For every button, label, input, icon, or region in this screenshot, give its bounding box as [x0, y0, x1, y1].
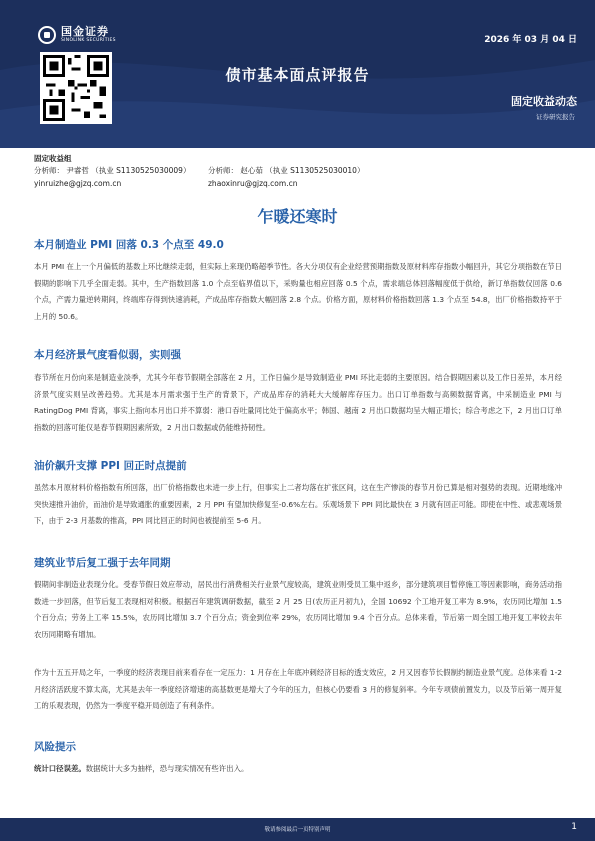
section-paragraph-pmi: 本月 PMI 在上一个月偏低的基数上环比继续走弱，但实际上来现仍略超季节性。各大分项仅有企业经营预期指数及原材料库存指数小幅回升，其它分项指数在节日假期的影响下几乎全面走弱。其中，生产指数回落 1.0 个点至临界值以下，采购量也相应回落 0.5 个点，需求端总体回落幅度低于供给，新订单指数仅回落 0.6 个点，产需力量逆转期间，终端库存得到快速消耗，产成品库存指数大幅回落 2.8 个点。价格方面，原材料价格指数回落 1.3 个点至 54.8，出厂价格指数持平于上月的 50.6。 — [34, 262, 562, 321]
footer-disclaimer[interactable]: 敬请参阅最后一页特别声明 — [264, 827, 331, 833]
section-paragraph-construction-1: 假期间非制造业表现分化。受春节假日效应带动，居民出行消费相关行业景气度较高，建筑业则受员工集中返乡，部分建筑项目暂停施工等因素影响，商务活动指数进一步回落，但节后复工表现相对积极。根据百年建筑调研数据，截至 2 月 25 日(农历正月初九)，全国 10692 个工地开复工率为 8.9%，农历同比增加 1.5 个百分点；劳务上工率 15.5%，农历同比增加 3.7 个百分点；资金到位率 29%，农历同比增加 9.4 个百分点。总体来看，节后第一周全国工地开复工率较去年农历同期略有增加。 — [34, 580, 562, 639]
qr-code — [40, 52, 112, 124]
report-series: 固定收益动态 — [511, 95, 577, 108]
analyst-1: 分析师： 尹睿哲 （执业 S1130525030009） — [34, 166, 191, 175]
team-name: 固定收益组 — [34, 154, 72, 163]
page-number: 1 — [571, 822, 577, 832]
risk-text: 数据统计大多为抽样，恐与现实情况有些许出入。 — [85, 764, 249, 773]
article-headline: 乍暖还寒时 — [257, 207, 338, 226]
logo-name-en: SINOLINK SECURITIES — [61, 38, 116, 44]
section-title-sentiment: 本月经济景气度看似弱，实则强 — [34, 349, 181, 361]
section-title-construction: 建筑业节后复工强于去年同期 — [34, 557, 171, 569]
section-paragraph-ppi: 虽然本月原材料价格指数有所回落，出厂价格指数也未进一步上行，但事实上二者均落在扩张区间，这在生产惨淡的春节月份已算是相对强势的表现。近期地缘冲突快速推升油价，而油价是导致通胀的重要因素，2 月 PPI 有望加快修复至-0.6%左右。乐观场景下 PPI 同比最快在 3 月就有回正可能。即使在中性、或悲观场景下，由于 2-3 月基数的推高，PPI 同比回正的时间也被提前至 5-6 月。 — [34, 483, 562, 525]
logo-name-cn: 国金证券 — [61, 25, 109, 39]
report-header — [0, 0, 595, 148]
analyst-2-email[interactable]: zhaoxinru@gjzq.com.cn — [208, 179, 298, 188]
analyst-1-email[interactable]: yinruizhe@gjzq.com.cn — [34, 179, 122, 188]
report-title: 债市基本面点评报告 — [225, 66, 370, 84]
page-footer — [0, 818, 595, 841]
section-paragraph-risk — [34, 761, 562, 778]
report-type: 证券研究报告 — [536, 113, 575, 121]
analyst-2: 分析师： 赵心茹 （执业 S1130525030010） — [208, 166, 365, 175]
logo-mark-icon — [38, 26, 56, 44]
section-paragraph-construction-2: 作为十五五开局之年，一季度的经济表现目前来看存在一定压力：1 月存在上年底冲刺经济目标的透支效应，2 月又因春节长假制约制造业景气度。总体来看 1-2 月经济活跃度不算太高，尤其是去年一季度经济增速的高基数更是增大了今年的压力，但核心仍要看 3 月的修复斜率。今年专项债前置发力，以及节后第一周开复工的乐观表现，仍然为一季度平稳开局创造了有利条件。 — [34, 668, 562, 710]
section-title-ppi: 油价飙升支撑 PPI 回正时点提前 — [34, 460, 187, 472]
report-date: 2026 年 03 月 04 日 — [484, 35, 577, 45]
section-title-risk: 风险提示 — [34, 741, 76, 753]
risk-label: 统计口径误差。 — [34, 764, 86, 773]
section-title-pmi: 本月制造业 PMI 回落 0.3 个点至 49.0 — [34, 239, 224, 251]
section-paragraph-sentiment: 春节所在月份向来是制造业淡季，尤其今年春节假期全部落在 2 月，工作日偏少是导致制造业 PMI 环比走弱的主要原因。结合假期因素以及工作日差异，本月经济景气度实则呈改善趋势。尤其是本月需求强于生产的背景下，产成品库存的消耗大大缓解库存压力。出口订单指数与高频数据背离，中采制造业 PMI 与 RatingDog PMI 背离，事实上指向本月出口并不算弱：港口吞吐量同比处于偏高水平；韩国、越南 2 月出口数据均呈大幅正增长；综合考虑之下，2 月出口订单指数的回落可能仅是春节假期因素所致，2 月出口数据或仍能维持韧性。 — [34, 373, 562, 432]
company-logo — [38, 26, 116, 44]
